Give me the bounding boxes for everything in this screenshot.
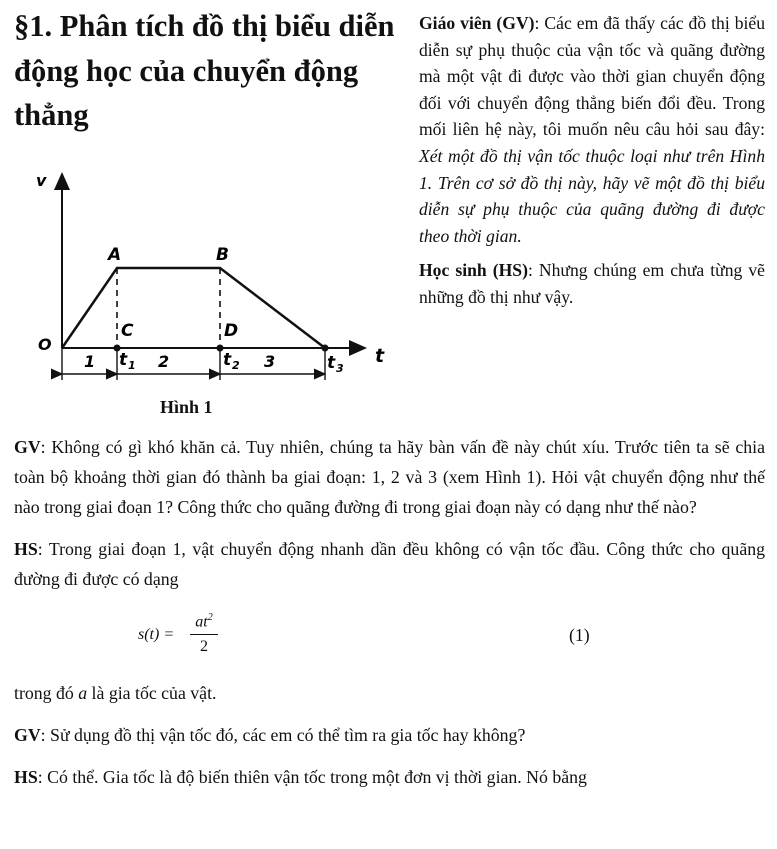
body-text	[14, 432, 765, 804]
student-text: : Nhưng chúng em chưa từng vẽ những đồ thị như vậy.	[419, 260, 765, 307]
paragraph-text: : Có thể. Gia tốc là độ biến thiên vận tốc trong một đơn vị thời gian. Nó bằng	[37, 767, 587, 787]
formula-fraction	[190, 606, 218, 659]
teacher-question-italic: Xét một đồ thị vận tốc thuộc loại như trên Hình 1. Trên cơ sở đồ thị này, hãy vẽ một đồ thị biểu diễn sự phụ thuộc của quãng đường đi được theo thời gian.	[419, 145, 765, 246]
formula-numerator	[190, 606, 218, 635]
formula-explanation	[14, 678, 765, 708]
student-reply	[419, 257, 765, 310]
formula-denominator: 2	[200, 638, 208, 656]
formula-block	[14, 606, 765, 672]
explanation-post: là gia tốc của vật.	[87, 683, 217, 703]
label-t3: t	[327, 353, 336, 373]
section-title: §1. Phân tích đồ thị biểu diễn động học của chuyển động thẳng	[14, 9, 395, 132]
figure-caption: Hình 1	[160, 397, 213, 417]
formula-lhs: s(t) =	[138, 626, 175, 643]
speaker-label: Giáo viên (GV)	[419, 13, 535, 33]
equation-number: (1)	[569, 625, 590, 645]
label-o: O	[38, 335, 52, 354]
label-c: C	[121, 321, 134, 341]
explanation-pre: trong đó	[14, 683, 79, 703]
label-t1-sub: 1	[128, 359, 136, 372]
speaker-label: HS	[14, 539, 38, 559]
label-b: B	[216, 245, 229, 265]
dialogue-paragraph	[14, 534, 765, 594]
speaker-label: Học sinh (HS)	[419, 260, 528, 281]
label-t1: t	[119, 350, 128, 370]
teacher-question	[419, 10, 765, 249]
velocity-graph	[20, 164, 400, 394]
paragraph-text: : Trong giai đoạn 1, vật chuyển động nhanh dần đều không có vận tốc đầu. Công thức cho quãng đường đi được có dạng	[14, 539, 765, 589]
speaker-label: HS	[14, 767, 38, 787]
intro-column	[419, 10, 765, 311]
paragraph-text: : Không có gì khó khăn cả. Tuy nhiên, chúng ta hãy bàn vấn đề này chút xíu. Trước tiên ta sẽ chia toàn bộ khoảng thời gian đó thành ba giai đoạn: 1, 2 và 3 (xem Hình 1). Hỏi vật chuyển động như thế nào trong giai đoạn 1? Công thức cho quãng đường đi trong giai đoạn này có dạng như thế nào?	[14, 437, 765, 517]
label-seg2: 2	[158, 352, 170, 371]
dialogue-paragraph	[14, 762, 765, 792]
velocity-time-figure	[20, 164, 400, 394]
label-seg3: 3	[264, 352, 276, 371]
velocity-curve	[62, 268, 325, 348]
label-t3-sub: 3	[336, 362, 344, 375]
speaker-label: GV	[14, 437, 41, 457]
label-t2-sub: 2	[232, 359, 240, 372]
label-d: D	[224, 321, 239, 341]
label-v: v	[36, 171, 47, 190]
variable-a: a	[78, 683, 88, 703]
label-seg1: 1	[84, 352, 96, 371]
numerator-text: at	[195, 613, 208, 631]
dialogue-paragraph	[14, 432, 765, 522]
speaker-label: GV	[14, 725, 41, 745]
paragraph-text: : Sử dụng đồ thị vận tốc đó, các em có thể tìm ra gia tốc hay không?	[40, 725, 526, 745]
label-a: A	[108, 245, 122, 265]
dialogue-paragraph	[14, 720, 765, 750]
teacher-text: : Các em đã thấy các đồ thị biểu diễn sự phụ thuộc của vận tốc và quãng đường mà một vật đi được vào thời gian chuyển động đối với chuyển động thẳng biến đổi đều. Trong mối liên hệ này, tôi muốn nêu câu hỏi sau đây:	[419, 13, 765, 140]
label-t: t	[375, 345, 385, 367]
numerator-exponent: 2	[207, 612, 213, 623]
label-t2: t	[223, 350, 232, 370]
